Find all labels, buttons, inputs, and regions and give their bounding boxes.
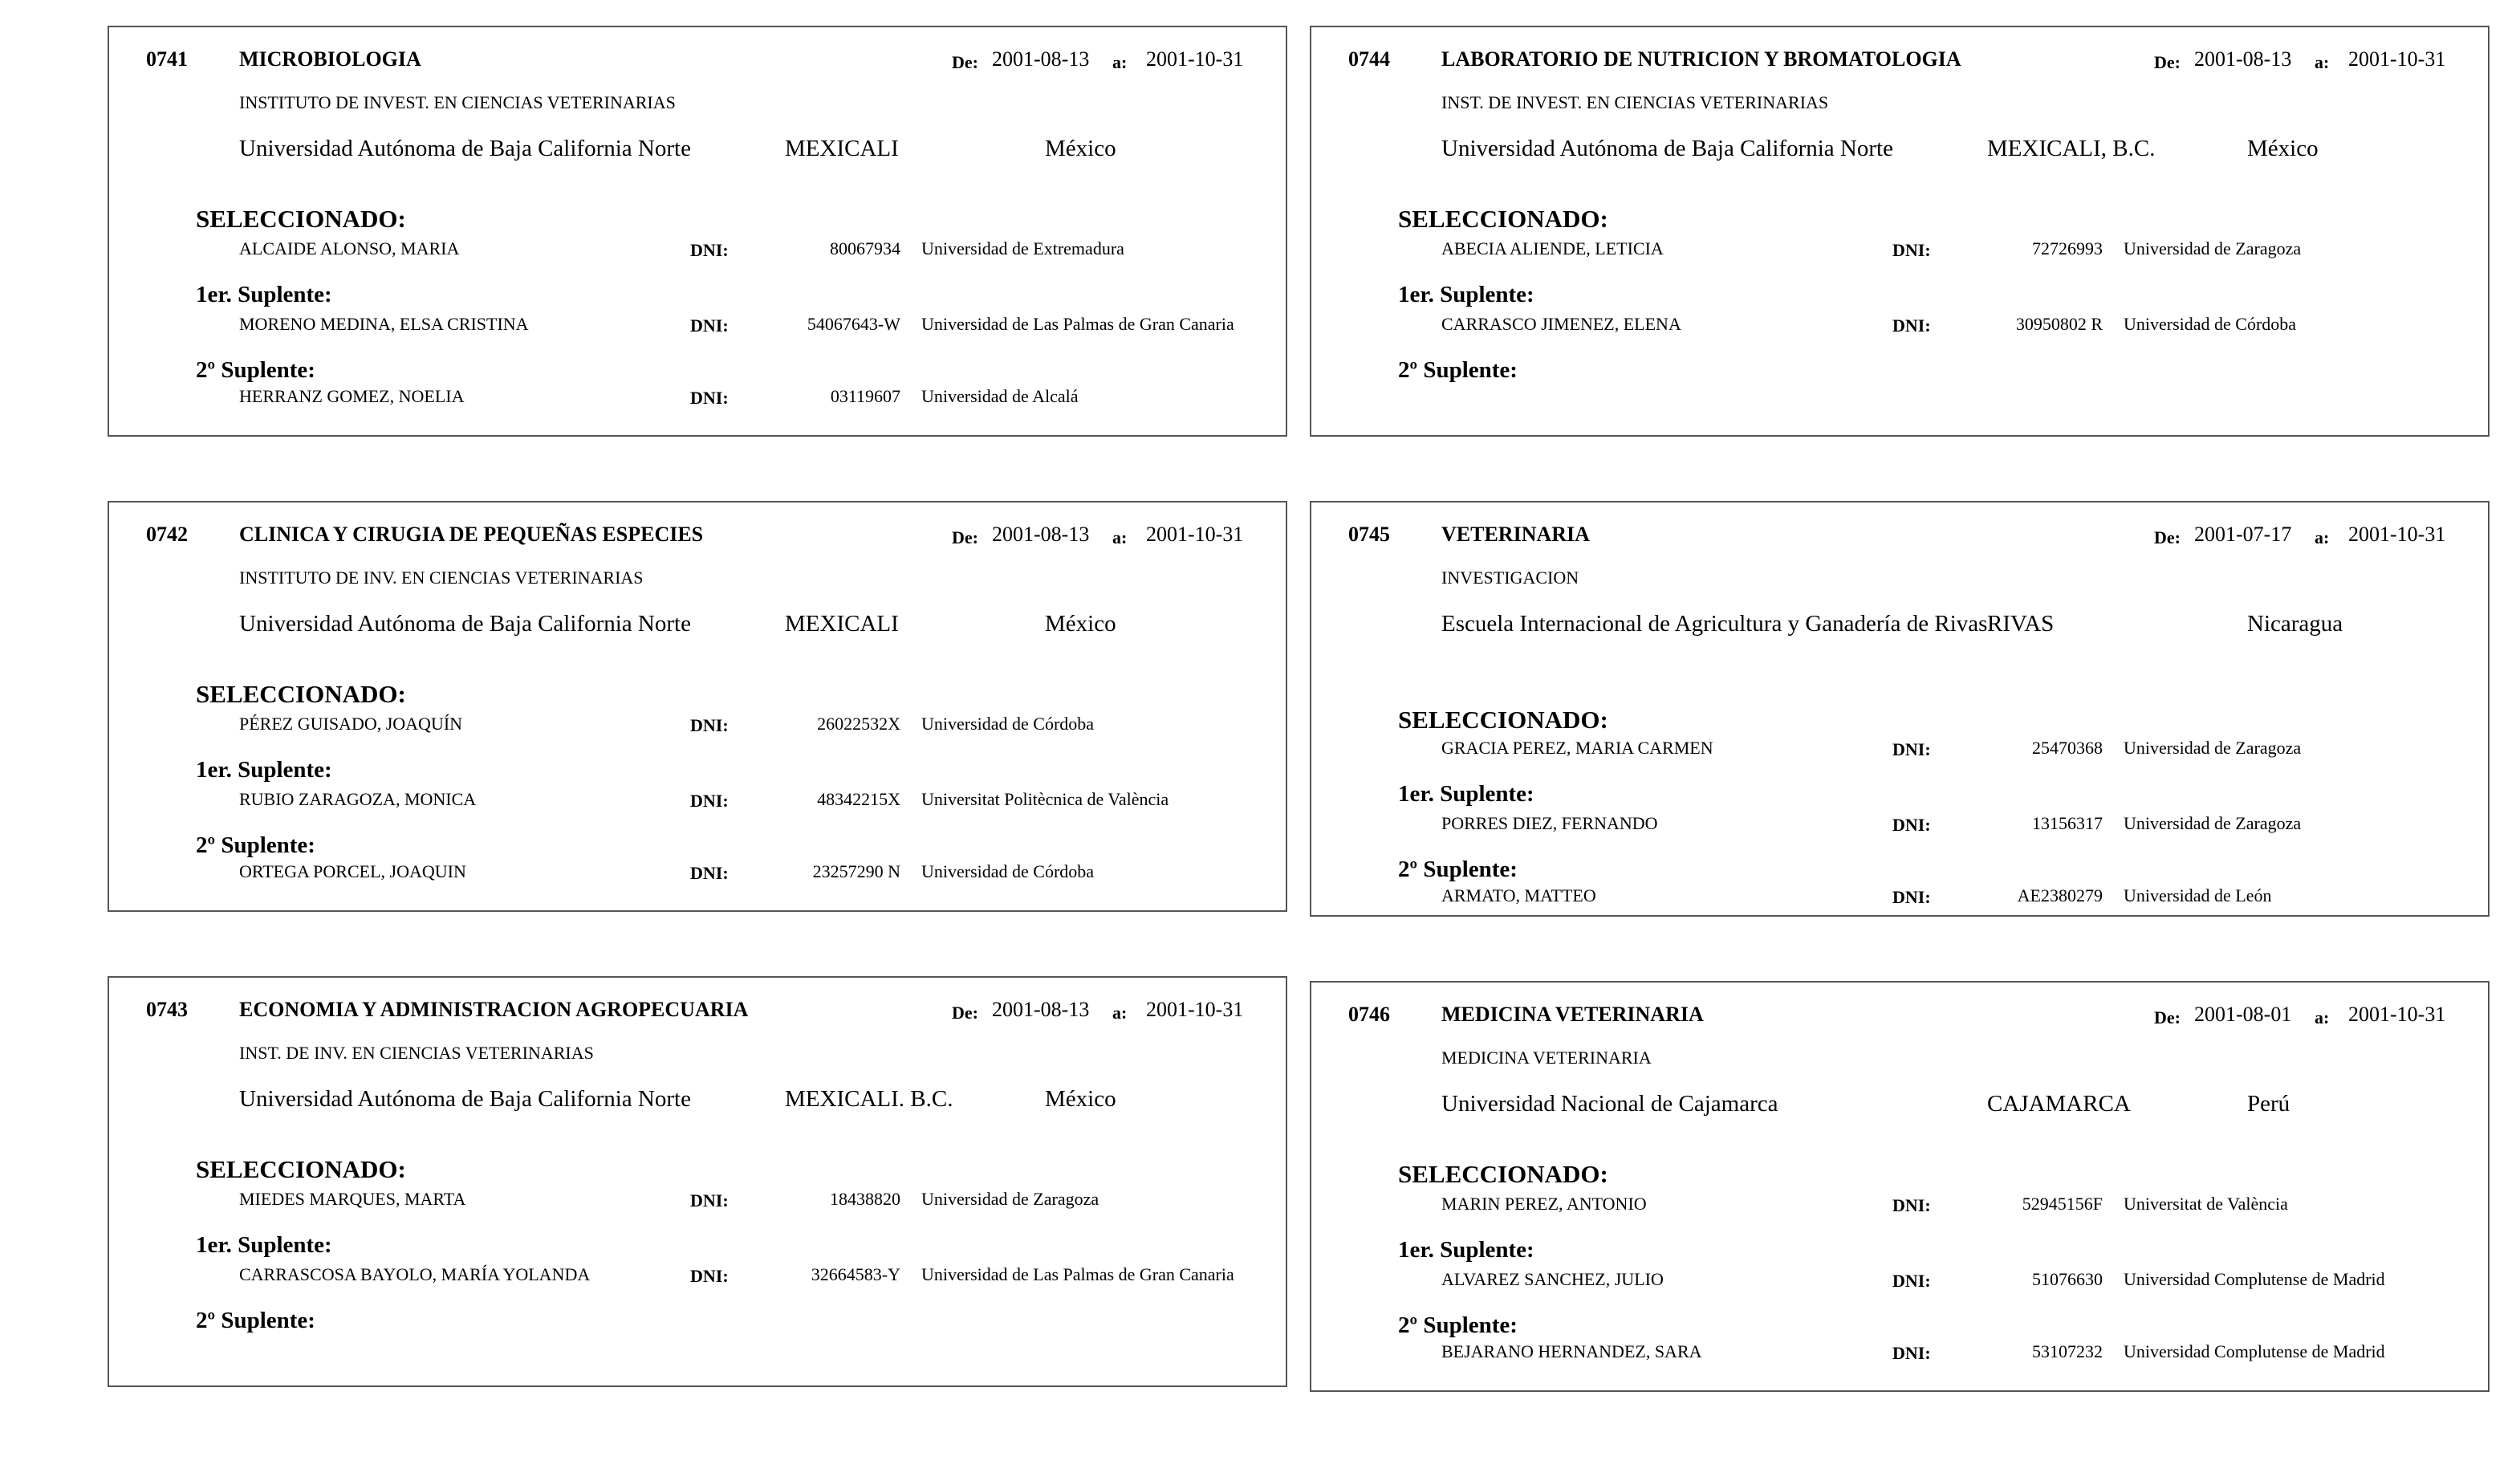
host-university: Universidad Autónoma de Baja California Norte (239, 136, 691, 161)
institute: INST. DE INVEST. EN CIENCIAS VETERINARIAS (1441, 92, 1829, 112)
selected-dni: 18438820 (830, 1189, 900, 1209)
sub1-dni-label: DNI: (690, 791, 729, 811)
card-code: 0743 (146, 998, 188, 1021)
from-label: De: (2154, 1007, 2181, 1027)
host-university: Universidad Nacional de Cajamarca (1441, 1091, 1778, 1117)
card-title: MICROBIOLOGIA (239, 47, 421, 71)
institute: INVESTIGACION (1441, 568, 1579, 588)
sub1-label: 1er. Suplente: (196, 1232, 332, 1258)
selected-name: MIEDES MARQUES, MARTA (239, 1189, 466, 1209)
selected-dni-label: DNI: (1892, 739, 1931, 759)
sub2-dni-label: DNI: (690, 388, 729, 408)
selected-label: SELECCIONADO: (196, 1155, 406, 1183)
selected-dni: 26022532X (817, 714, 900, 734)
card-code: 0744 (1348, 47, 1390, 71)
host-country: Nicaragua (2247, 611, 2343, 637)
sub1-label: 1er. Suplente: (196, 757, 332, 783)
selected-label: SELECCIONADO: (196, 205, 406, 233)
to-label: a: (1112, 527, 1128, 547)
host-country: Perú (2247, 1091, 2290, 1117)
sub1-label: 1er. Suplente: (196, 282, 332, 307)
sub2-dni: 03119607 (830, 386, 900, 406)
card-0741 (108, 26, 1287, 437)
sub1-university: Universidad de Las Palmas de Gran Canaria (921, 1264, 1234, 1284)
selected-dni-label: DNI: (1892, 1195, 1931, 1215)
institute: INSTITUTO DE INVEST. EN CIENCIAS VETERINARIAS (239, 92, 676, 112)
host-city: RIVAS (1987, 611, 2055, 637)
selected-name: PÉREZ GUISADO, JOAQUÍN (239, 714, 463, 734)
from-label: De: (2154, 52, 2181, 72)
from-date: 2001-08-13 (992, 47, 1090, 71)
to-label: a: (1112, 1003, 1128, 1023)
host-city: MEXICALI, B.C. (1987, 136, 2156, 161)
selected-label: SELECCIONADO: (1398, 1160, 1608, 1188)
from-label: De: (952, 527, 978, 547)
host-city: MEXICALI. B.C. (785, 1086, 953, 1112)
selected-university: Universidad de Zaragoza (2124, 738, 2302, 758)
card-code: 0745 (1348, 523, 1390, 546)
sub1-name: CARRASCO JIMENEZ, ELENA (1441, 314, 1681, 334)
sub2-university: Universidad de Córdoba (921, 861, 1095, 881)
sub1-university: Universidad de Córdoba (2124, 314, 2297, 334)
from-date: 2001-08-13 (992, 998, 1090, 1021)
sub2-label: 2º Suplente: (196, 357, 315, 383)
sub2-name: BEJARANO HERNANDEZ, SARA (1441, 1341, 1702, 1361)
sub2-name: ARMATO, MATTEO (1441, 885, 1596, 905)
selected-university: Universidad de Zaragoza (921, 1189, 1099, 1209)
sub2-label: 2º Suplente: (196, 832, 315, 858)
to-label: a: (2315, 527, 2330, 547)
sub1-dni: 32664583-Y (811, 1264, 900, 1284)
sub1-dni-label: DNI: (1892, 815, 1931, 835)
to-label: a: (2315, 1007, 2330, 1027)
card-code: 0746 (1348, 1003, 1390, 1026)
host-city: CAJAMARCA (1987, 1091, 2131, 1117)
sub2-label: 2º Suplente: (1398, 856, 1518, 882)
selected-name: ALCAIDE ALONSO, MARIA (239, 238, 460, 258)
sub2-label: 2º Suplente: (1398, 1312, 1518, 1338)
card-title: CLINICA Y CIRUGIA DE PEQUEÑAS ESPECIES (239, 523, 704, 546)
sub2-name: ORTEGA PORCEL, JOAQUIN (239, 861, 466, 881)
sub2-label: 2º Suplente: (196, 1308, 315, 1333)
sub1-name: MORENO MEDINA, ELSA CRISTINA (239, 314, 529, 334)
to-date: 2001-10-31 (1146, 998, 1244, 1021)
selected-name: GRACIA PEREZ, MARIA CARMEN (1441, 738, 1713, 758)
sub1-name: ALVAREZ SANCHEZ, JULIO (1441, 1269, 1664, 1289)
sub1-label: 1er. Suplente: (1398, 1237, 1534, 1263)
host-country: México (2247, 136, 2319, 161)
selected-dni-label: DNI: (690, 240, 729, 260)
sub1-university: Universitat Politècnica de València (921, 789, 1169, 809)
selected-university: Universitat de València (2124, 1194, 2288, 1214)
sub2-dni: AE2380279 (2017, 885, 2103, 905)
sub2-university: Universidad Complutense de Madrid (2124, 1341, 2385, 1361)
selected-dni-label: DNI: (1892, 240, 1931, 260)
card-0744 (1310, 26, 2490, 437)
sub1-dni: 30950802 R (2015, 314, 2103, 334)
card-0746 (1310, 981, 2490, 1392)
selected-label: SELECCIONADO: (1398, 205, 1608, 233)
sub1-dni: 51076630 (2032, 1269, 2103, 1289)
selected-university: Universidad de Extremadura (921, 238, 1124, 258)
host-university: Universidad Autónoma de Baja California Norte (239, 611, 691, 637)
host-university: Escuela Internacional de Agricultura y Ganadería de Rivas (1441, 611, 1988, 637)
sub1-label: 1er. Suplente: (1398, 781, 1534, 807)
host-country: México (1045, 1086, 1116, 1112)
sub1-university: Universidad de Zaragoza (2124, 813, 2302, 833)
host-university: Universidad Autónoma de Baja California Norte (239, 1086, 691, 1112)
sub1-university: Universidad Complutense de Madrid (2124, 1269, 2385, 1289)
to-date: 2001-10-31 (2348, 523, 2446, 546)
sub1-dni-label: DNI: (1892, 1271, 1931, 1291)
card-0742 (108, 501, 1287, 912)
host-city: MEXICALI (785, 136, 899, 161)
card-code: 0741 (146, 47, 188, 71)
from-label: De: (952, 52, 978, 72)
from-date: 2001-08-13 (2194, 47, 2292, 71)
sub1-dni: 13156317 (2032, 813, 2103, 833)
sub2-university: Universidad de Alcalá (921, 386, 1079, 406)
from-date: 2001-07-17 (2194, 523, 2292, 546)
sub1-name: PORRES DIEZ, FERNANDO (1441, 813, 1658, 833)
sub1-dni-label: DNI: (690, 315, 729, 336)
sub2-dni: 53107232 (2032, 1341, 2103, 1361)
card-title: MEDICINA VETERINARIA (1441, 1003, 1704, 1026)
to-date: 2001-10-31 (2348, 47, 2446, 71)
sub2-dni-label: DNI: (1892, 887, 1931, 907)
host-university: Universidad Autónoma de Baja California Norte (1441, 136, 1893, 161)
card-title: ECONOMIA Y ADMINISTRACION AGROPECUARIA (239, 998, 749, 1021)
sub2-label: 2º Suplente: (1398, 357, 1518, 383)
card-0745 (1310, 501, 2490, 917)
selected-university: Universidad de Córdoba (921, 714, 1095, 734)
selected-dni-label: DNI: (690, 715, 729, 735)
sub1-dni-label: DNI: (690, 1266, 729, 1286)
sub2-name: HERRANZ GOMEZ, NOELIA (239, 386, 465, 406)
institute: INST. DE INV. EN CIENCIAS VETERINARIAS (239, 1043, 594, 1063)
selected-label: SELECCIONADO: (196, 680, 406, 708)
institute: MEDICINA VETERINARIA (1441, 1048, 1652, 1068)
card-code: 0742 (146, 523, 188, 546)
sub2-dni-label: DNI: (690, 863, 729, 883)
selected-dni: 52945156F (2022, 1194, 2103, 1214)
selected-name: ABECIA ALIENDE, LETICIA (1441, 238, 1664, 258)
to-date: 2001-10-31 (1146, 47, 1244, 71)
from-label: De: (952, 1003, 978, 1023)
selected-dni-label: DNI: (690, 1190, 729, 1210)
sub1-label: 1er. Suplente: (1398, 282, 1534, 307)
host-city: MEXICALI (785, 611, 899, 637)
selected-dni: 25470368 (2032, 738, 2103, 758)
host-country: México (1045, 136, 1116, 161)
sub1-dni: 54067643-W (807, 314, 900, 334)
from-date: 2001-08-01 (2194, 1003, 2292, 1026)
sub2-dni-label: DNI: (1892, 1343, 1931, 1363)
to-label: a: (1112, 52, 1128, 72)
from-date: 2001-08-13 (992, 523, 1090, 546)
sub2-university: Universidad de León (2124, 885, 2272, 905)
sub1-university: Universidad de Las Palmas de Gran Canaria (921, 314, 1234, 334)
from-label: De: (2154, 527, 2181, 547)
sub1-name: RUBIO ZARAGOZA, MONICA (239, 789, 477, 809)
sub2-dni: 23257290 N (812, 861, 900, 881)
sub1-dni-label: DNI: (1892, 315, 1931, 336)
selected-dni: 80067934 (830, 238, 900, 258)
to-date: 2001-10-31 (1146, 523, 1244, 546)
host-country: México (1045, 611, 1116, 637)
card-title: LABORATORIO DE NUTRICION Y BROMATOLOGIA (1441, 47, 1961, 71)
selected-dni: 72726993 (2032, 238, 2103, 258)
selected-name: MARIN PEREZ, ANTONIO (1441, 1194, 1647, 1214)
sub1-dni: 48342215X (817, 789, 900, 809)
card-0743 (108, 976, 1287, 1387)
selected-label: SELECCIONADO: (1398, 706, 1608, 734)
selected-university: Universidad de Zaragoza (2124, 238, 2302, 258)
to-label: a: (2315, 52, 2330, 72)
to-date: 2001-10-31 (2348, 1003, 2446, 1026)
sub1-name: CARRASCOSA BAYOLO, MARÍA YOLANDA (239, 1264, 591, 1284)
card-title: VETERINARIA (1441, 523, 1590, 546)
institute: INSTITUTO DE INV. EN CIENCIAS VETERINARIAS (239, 568, 644, 588)
